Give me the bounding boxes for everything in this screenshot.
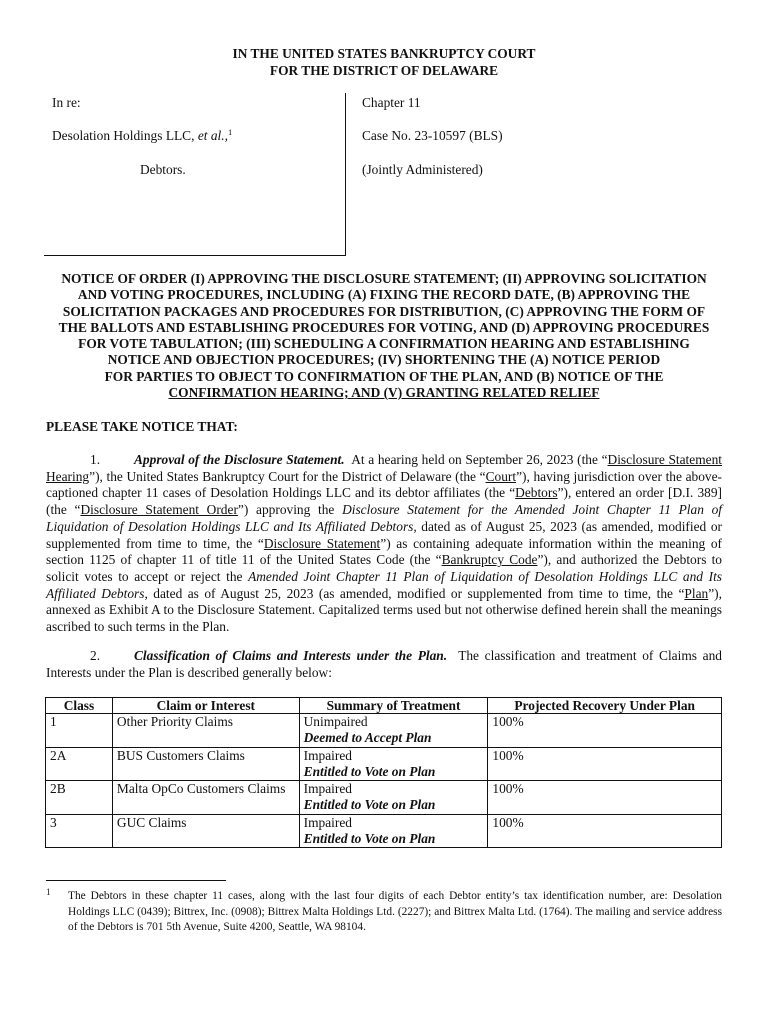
table-header-row — [46, 698, 722, 714]
cell-treatment: Impaired Entitled to Vote on Plan — [299, 781, 488, 815]
paragraph-1: 1. Approval of the Disclosure Statement. At a hearing held on September 26, 2023 (the “Disclosure Statement Hearing”), the United States Bankruptcy Court for the District of Delaware (the “Court”), having jurisdiction over the above-captioned chapter 11 cases of Desolation Holdings LLC and its debtor affiliates (the “Debtors”), entered an order [D.I. 389] (the “Disclosure Statement Order”) approving the Disclosure Statement for the Amended Joint Chapter 11 Plan of Liquidation of Desolation Holdings LLC and Its Affiliated Debtors, dated as of August 25, 2023 (as amended, modified or supplemented from time to time, the “Disclosure Statement”) as containing adequate information within the meaning of section 1125 of chapter 11 of title 11 of the United States Code (the “Bankruptcy Code”), and authorized the Debtors to solicit votes to accept or reject the Amended Joint Chapter 11 Plan of Liquidation of Desolation Holdings LLC and Its Affiliated Debtors, dated as of August 25, 2023 (as amended, modified or supplemented from time to time, the “Plan”), annexed as Exhibit A to the Disclosure Statement. Capitalized terms used but not otherwise defined herein shall the meanings ascribed to such terms in the Plan. — [46, 452, 723, 635]
cell-recovery: 100% — [488, 747, 722, 781]
cell-claim: GUC Claims — [112, 814, 299, 848]
table-row — [46, 747, 722, 781]
cell-recovery: 100% — [488, 781, 722, 815]
cell-treatment: Impaired Entitled to Vote on Plan — [299, 747, 488, 781]
cell-recovery: 100% — [488, 714, 722, 748]
column-header-treatment: Summary of Treatment — [299, 698, 488, 714]
et-al: et al., — [197, 128, 228, 143]
plan-classification-table — [45, 697, 722, 848]
cell-class: 1 — [46, 714, 113, 748]
table-row — [46, 781, 722, 815]
cell-class: 2A — [46, 747, 113, 781]
footnote-marker: 1 — [46, 887, 51, 897]
case-caption-right — [362, 93, 722, 253]
debtors-label: Debtors. — [140, 162, 186, 177]
paragraph-2-heading: Classification of Claims and Interests under the Plan. — [134, 648, 448, 663]
notice-title: NOTICE OF ORDER (I) APPROVING THE DISCLOSURE STATEMENT; (II) APPROVING SOLICITATION AND VOTING PROCEDURES, INCLUDING (A) FIXING THE RECORD DATE, (B) APPROVING THE SOLICITATION PACKAGES AND PROCEDURES FOR DISTRIBUTION, (C) APPROVING THE FORM OF THE BALLOTS AND ESTABLISHING PROCEDURES FOR VOTING, AND (D) APPROVING PROCEDURES FOR VOTE TABULATION; (III) SCHEDULING A CONFIRMATION HEARING AND ESTABLISHING NOTICE AND OBJECTION PROCEDURES; (IV) SHORTENING THE (A) NOTICE PERIOD FOR PARTIES TO OBJECT TO CONFIRMATION OF THE PLAN, AND (B) NOTICE OF THE CONFIRMATION HEARING; AND (V) GRANTING RELATED RELIEF — [58, 271, 710, 401]
jointly-administered: (Jointly Administered) — [362, 162, 483, 177]
cell-claim: Other Priority Claims — [112, 714, 299, 748]
column-header-class: Class — [46, 698, 113, 714]
cell-treatment: Impaired Entitled to Vote on Plan — [299, 814, 488, 848]
footnote-divider — [46, 880, 226, 881]
in-re-label: In re: — [52, 95, 81, 110]
footnote-text: The Debtors in these chapter 11 cases, along with the last four digits of each Debtor entity’s tax identification number, are: Desolation Holdings LLC (0439); Bittrex, Inc. (0908); Bittrex Malta Holdings Ltd. (2227); and Bittrex Malta Ltd. (1764). The mailing and service address of the Debtors is 701 5th Avenue, Suite 4200, Seattle, WA 98104. — [68, 890, 722, 933]
cell-claim: BUS Customers Claims — [112, 747, 299, 781]
cell-class: 2B — [46, 781, 113, 815]
court-heading — [0, 45, 768, 79]
debtor-name: Desolation Holdings LLC, et al.,$^1$ — [52, 127, 233, 143]
court-name: IN THE UNITED STATES BANKRUPTCY COURT — [232, 46, 536, 61]
court-district: FOR THE DISTRICT OF DELAWARE — [269, 63, 499, 78]
case-number: Case No. 23-10597 (BLS) — [362, 128, 503, 143]
footnote — [46, 889, 722, 936]
chapter-label: Chapter 11 — [362, 95, 421, 110]
cell-class: 3 — [46, 814, 113, 848]
paragraph-2: 2. Classification of Claims and Interests under the Plan. The classification and treatment of Claims and Interests under the Plan is described generally below: — [46, 648, 722, 680]
column-header-recovery: Projected Recovery Under Plan — [488, 698, 722, 714]
cell-treatment: Unimpaired Deemed to Accept Plan — [299, 714, 488, 748]
paragraph-1-heading: Approval of the Disclosure Statement. — [134, 452, 345, 467]
table-row — [46, 714, 722, 748]
case-caption-left — [44, 93, 346, 256]
footnote-ref: 1 — [227, 127, 233, 137]
table-row — [46, 814, 722, 848]
cell-claim: Malta OpCo Customers Claims — [112, 781, 299, 815]
cell-recovery: 100% — [488, 814, 722, 848]
column-header-claim: Claim or Interest — [112, 698, 299, 714]
please-take-notice: PLEASE TAKE NOTICE THAT: — [46, 419, 238, 434]
